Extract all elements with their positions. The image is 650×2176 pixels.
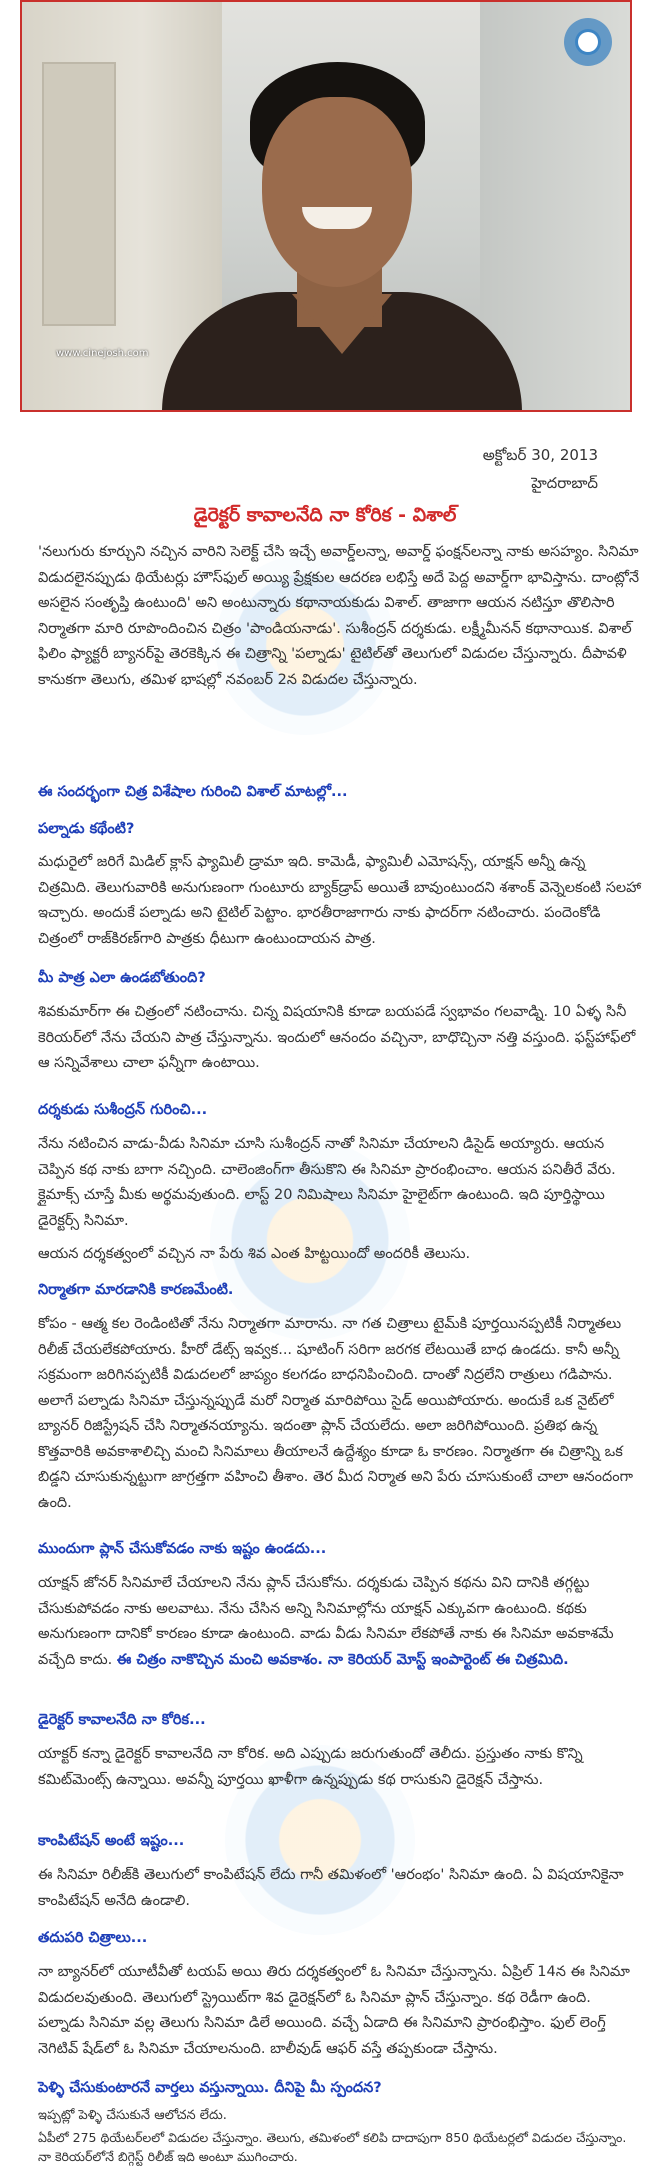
section-heading: డైరెక్టర్ కావాలనేది నా కోరిక... [38,1712,206,1728]
photo-face [262,97,412,287]
section-text-emphasis: ఈ చిత్రం నాకొచ్చిన మంచి అవకాశం. నా కెరియర్ మోస్ట్ ఇంపార్టెంట్ ఈ చిత్రమిది. [116,1651,569,1668]
section-text [38,1571,642,1701]
section-heading: తదుపరి చిత్రాలు... [38,1930,148,1946]
photo-smile [302,207,372,229]
section-text: శివకుమార్‌గా ఈ చిత్రంలో నటించాను. చిన్న విషయానికి కూడా బయపడే స్వభావం గలవాడ్ని. 10 ఏళ్ళ సినీ కెరియర్‌లో నేను చేయని పాత్ర చేస్తున్నాను. ఇందులో ఆనందం వచ్చినా, బాధొచ్చినా నత్తి వస్తుంది. ఫస్ట్‌హాఫ్‌లో ఆ సన్నివేశాలు చాలా ఫన్నీగా ఉంటాయి. [38,1004,636,1071]
section-heading: దర్శకుడు సుశీంద్రన్ గురించి... [38,1102,208,1118]
article-headline: డైరెక్టర్ కావాలనేది నా కోరిక - విశాల్ [193,504,457,526]
section-text-plain: యాక్షన్ జోనర్ సినిమాలే చేయాలని నేను ప్లాన్ చేసుకోను. దర్శకుడు చెప్పిన కథను విని దానికి తగ్గట్టు చేసుకుపోవడం నాకు అలవాటు. నేను చేసిన అన్ని సినిమాల్లోను యాక్షన్ ఎక్కువగా ఉంటుంది. కథకు అనుగుణంగా దానికో కారణం కూడా ఉంటుంది. వాడు వీడు సినిమా లేకపోతే నాకు ఈ సినిమా అవకాశమే వచ్చేది కాదు. [38,1575,614,1668]
photo-background-door [42,62,116,326]
section-text: యాక్టర్ కన్నా డైరెక్టర్ కావాలనేది నా కోరిక. అది ఎప్పుడు జరుగుతుందో తెలీదు. ప్రస్తుతం నాకు కొన్ని కమిట్‌మెంట్స్ ఉన్నాయి. అవన్నీ పూర్తయి ఖాళీగా ఉన్నప్పుడు కథ రాసుకుని డైరెక్షన్ చేస్తాను. [38,1746,583,1788]
photo-credit: www.cinejosh.com [56,348,149,359]
section-heading: కాంపిటేషన్ అంటే ఇష్టం... [38,1833,185,1849]
cinejosh-logo-icon [564,18,612,66]
section-text: నేను నటించిన వాడు-వీడు సినిమా చూసి సుశీంద్రన్ నాతో సినిమా చేయాలని డిసైడ్ అయ్యారు. ఆయన చెప్పిన కథ నాకు బాగా నచ్చింది. చాలెంజింగ్‌గా తీసుకొని ఈ సినిమా ప్రారంభించాం. ఆయన పనితీరే వేరు. క్లైమాక్స్ చూస్తే మీకు అర్థమవుతుంది. లాస్ట్ 20 నిమిషాలు సినిమా హైలైట్‌గా ఉంటుంది. ఇది పూర్తిస్థాయి డైరెక్టర్స్ సినిమా. [38,1136,616,1229]
section-heading: మీ పాత్ర ఎలా ఉండబోతుంది? [38,970,206,986]
section-text: కోపం - ఆత్మ కల రెండింటితో నేను నిర్మాతగా మారాను. నా గత చిత్రాలు టైమ్‌కి పూర్తయినప్పటికీ నిర్మాతలు రిలీజ్ చేయలేకపోయారు. హీరో డేట్స్ ఇవ్వక... షూటింగ్ సరిగా జరగక లేటయితే బాధ ఉండదు. కానీ అన్నీ సక్రమంగా జరిగినప్పటికీ విడుదలలో జాప్యం కలగడం బాధనిపించింది. దాంతో నిద్రలేని రాత్రులు గడిపాను. అలాగే పల్నాడు సినిమా చేస్తున్నప్పుడే మరో నిర్మాత మారిపోయి సైడ్ అయిపోయారు. అందుకే ఒక నైట్‌లో బ్యానర్ రిజిస్ట్రేషన్ చేసి నిర్మాతనయ్యాను. ఇదంతా ప్లాన్ చేయలేదు. అలా జరిగిపోయింది. ప్రతిభ ఉన్న కొత్తవారికి అవకాశాలిచ్చి మంచి సినిమాలు తీయాలనే ఉద్దేశ్యం కూడా ఓ కారణం. నిర్మాతగా ఈ చిత్రాన్ని ఒక బిడ్డని చూసుకున్నట్టుగా జాగ్రత్తగా వహించి తీశాం. తెర మీద నిర్మాత అని పేరు చూసుకుంటే చాలా ఆనందంగా ఉంది. [38,1316,633,1511]
article-intro: 'నలుగురు కూర్చుని నచ్చిన వారిని సెలెక్ట్ చేసి ఇచ్చే అవార్డ్‌లన్నా, అవార్డ్ ఫంక్షన్‌లన్నా నాకు అసహ్యం. సినిమా విడుదలైనప్పుడు థియేటర్లు హౌస్‌ఫుల్ అయ్యి ప్రేక్షకుల ఆదరణ లభిస్తే అదే పెద్ద అవార్డ్‌గా భావిస్తాను. దాంట్లోనే అసలైన సంతృప్తి ఉంటుంది' అని అంటున్నారు కథానాయకుడు విశాల్. తాజాగా ఆయన నటిస్తూ తొలిసారి నిర్మాతగా మారి రూపొందించిన చిత్రం 'పాండియనాడు'. సుశీంద్రన్ దర్శకుడు. లక్ష్మీమీనన్ కథానాయిక. విశాల్ ఫిలిం ఫ్యాక్టరీ బ్యానర్‌పై తెరకెక్కిన ఈ చిత్రాన్ని 'పల్నాడు' టైటిల్‌తో తెలుగులో విడుదల చేస్తున్నారు. దీపావళి కానుకగా తెలుగు, తమిళ భాషల్లో నవంబర్ 2న విడుదల చేస్తున్నారు. [38,544,640,688]
hero-photo [20,0,632,412]
section-heading: పెళ్ళి చేసుకుంటారనే వార్తలు వస్తున్నాయి. దీనిపై మీ స్పందన? [38,2080,382,2096]
article-location: హైదరాబాద్ [531,474,598,492]
section-heading: ముందుగా ప్లాన్ చేసుకోవడం నాకు ఇష్టం ఉండదు... [38,1541,327,1557]
section-text: మధురైలో జరిగే మిడిల్ క్లాస్ ఫ్యామిలీ డ్రామా ఇది. కామెడీ, ఫ్యామిలీ ఎమోషన్స్, యాక్షన్ అన్నీ ఉన్న చిత్రమిది. తెలుగువారికి అనుగుణంగా గుంటూరు బ్యాక్‌డ్రాప్ అయితే బావుంటుందని శశాంక్ వెన్నెలకంటి సలహా ఇచ్చారు. అందుకే పల్నాడు అని టైటిల్ పెట్టాం. భారతీరాజాగారు నాకు ఫాదర్‌గా నటించారు. పందెంకోడి చిత్రంలో రాజ్‌కిరణ్‌గారి పాత్రకు ధీటుగా ఉంటుందాయన పాత్ర. [38,854,642,947]
lead-in: ఈ సందర్భంగా చిత్ర విశేషాల గురించి విశాల్ మాటల్లో... [38,784,348,800]
article-date: అక్టోబర్ 30, 2013 [482,446,598,464]
section-heading: పల్నాడు కథేంటి? [38,821,135,837]
section-text: ఏపీలో 275 థియేటర్‌లలో విడుదల చేస్తున్నాం. తెలుగు, తమిళంలో కలిపి దాదాపుగా 850 థియేటర్లలో విడుదల చేస్తున్నాం. నా కెరియర్‌లోనే బిగ్గెస్ట్ రిలీజ్ ఇది అంటూ ముగించారు. [38,2130,627,2164]
section-text: ఇప్పట్లో పెళ్ళి చేసుకునే ఆలోచన లేదు. [38,2108,227,2123]
section-text: ఆయన దర్శకత్వంలో వచ్చిన నా పేరు శివ ఎంత హిట్టయిందో అందరికీ తెలుసు. [38,1246,471,1262]
section-text: ఈ సినిమా రిలీజ్‌కి తెలుగులో కాంపిటేషన్ లేదు గానీ తమిళంలో 'ఆరంభం' సినిమా ఉంది. ఏ విషయానికైనా కాంపిటేషన్ అనేది ఉండాలి. [38,1867,624,1909]
section-heading: నిర్మాతగా మారడానికి కారణమేంటి. [38,1282,234,1298]
section-text: నా బ్యానర్‌లో యూటీవీతో టయప్ అయి తిరు దర్శకత్వంలో ఓ సినిమా చేస్తున్నాను. ఏప్రిల్ 14న ఈ సినిమా విడుదలవుతుంది. తెలుగులో స్ట్రెయిట్‌గా శివ డైరెక్షన్‌లో ఓ సినిమా ప్లాన్ చేస్తున్నాం. కథ రెడీగా ఉంది. పల్నాడు సినిమా వల్ల తెలుగు సినిమా డిలే అయింది. వచ్చే ఏడాది ఈ సినిమాని ప్రారంభిస్తాం. ఫుల్ లెంగ్త్ నెగిటివ్ షేడ్‌లో ఓ సినిమా చేయాలనుంది. బాలీవుడ్ ఆఫర్ వస్తే తప్పకుండా చేస్తాను. [38,1964,630,2057]
